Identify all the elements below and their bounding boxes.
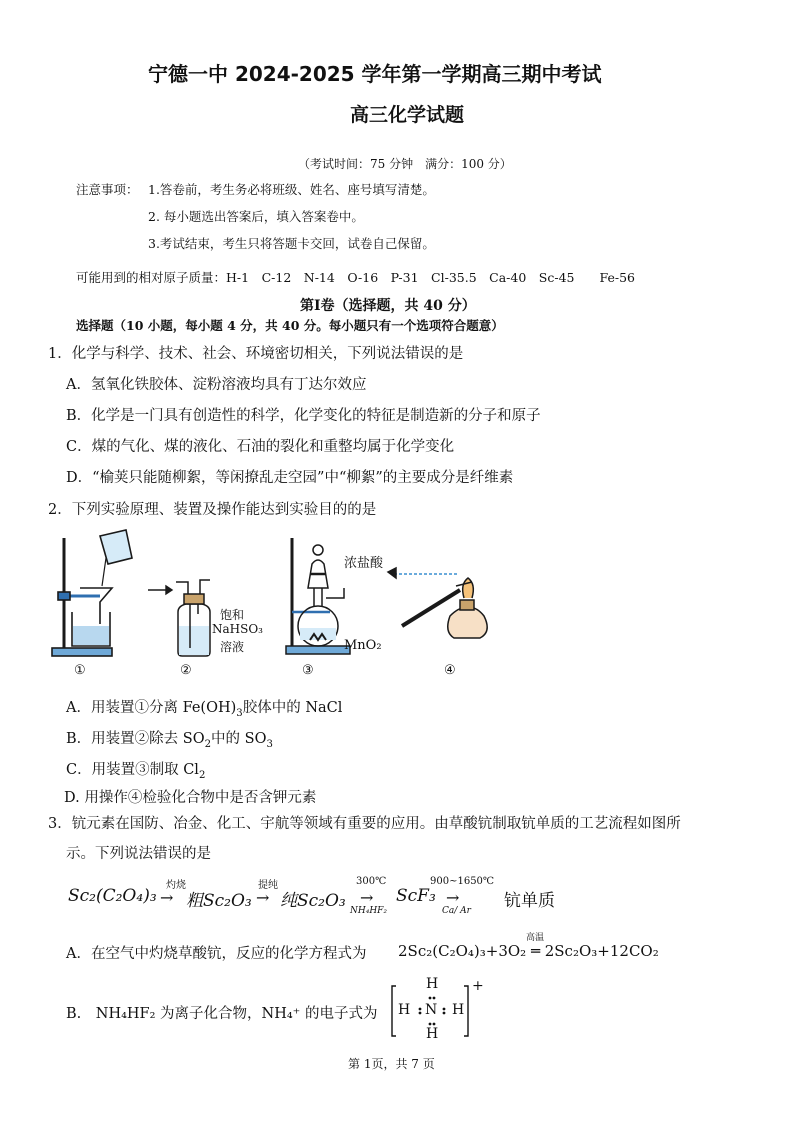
- flow-step-label: 提纯: [258, 880, 278, 891]
- lewis-hydrogen-left: H: [398, 1002, 411, 1018]
- label-apparatus-2: ②: [180, 663, 192, 678]
- section-description: 选择题（10 小题，每小题 4 分，共 40 分。每小题只有一个选项符合题意）: [76, 318, 504, 333]
- page-footer: 第 1页，共 7 页: [348, 1057, 435, 1071]
- q1-option-b: B．化学是一门具有创造性的科学，化学变化的特征是制造新的分子和原子: [66, 408, 541, 424]
- label-nahso3: NaHSO₃: [212, 622, 263, 636]
- exam-info: （考试时间：75 分钟 满分：100 分）: [298, 157, 512, 171]
- q2-apparatus-figure: [40, 528, 520, 680]
- section-title: 第Ⅰ卷（选择题，共 40 分）: [300, 298, 476, 314]
- chlorine-generator: [286, 538, 350, 654]
- notes-label: 注意事项：: [76, 182, 139, 197]
- label-mno2: MnO₂: [344, 638, 382, 653]
- flow-condition-top: 900~1650℃: [430, 876, 495, 887]
- lewis-hydrogen-right: H: [452, 1002, 465, 1018]
- flame-test-apparatus: [388, 568, 487, 638]
- flow-step-label: 灼烧: [166, 880, 186, 891]
- flow-condition-bottom: Ca/ Ar: [442, 906, 471, 916]
- reaction-equation: 2Sc₂(C₂O₄)₃+3O₂ ═ 2Sc₂O₃+12CO₂: [398, 942, 659, 960]
- q2-option-c: C．用装置③制取 $Cl_2$: [66, 762, 206, 781]
- q1-option-d: D．“榆荚只能随柳絮，等闲撩乱走空园”中“柳絮”的主要成分是纤维素: [66, 470, 514, 486]
- question-1-stem: 1．化学与科学、技术、社会、环境密切相关，下列说法错误的是: [48, 346, 464, 362]
- q3-option-b: B. NH₄HF₂ 为离子化合物，NH₄⁺ 的电子式为: [66, 1006, 378, 1022]
- gas-washing-bottle: [176, 580, 210, 656]
- atomic-masses: 可能用到的相对原子质量：H-1 C-12 N-14 O-16 P-31 Cl-35.5 Ca-40 Sc-45 Fe-56: [76, 270, 636, 285]
- q2-option-a: A．用装置①分离 $Fe(OH)_3$胶体中的 NaCl: [66, 700, 343, 719]
- filtration-apparatus: [52, 530, 132, 656]
- q3-option-a: A．在空气中灼烧草酸钪，反应的化学方程式为: [66, 946, 367, 962]
- flow-arrow: →: [360, 888, 374, 907]
- label-apparatus-1: ①: [74, 663, 86, 678]
- label-saturated: 饱和: [220, 608, 245, 622]
- flow-arrow: →: [446, 888, 460, 907]
- flow-end-product: 钪单质: [504, 891, 555, 911]
- label-apparatus-4: ④: [444, 663, 456, 678]
- flow-arrow: [148, 586, 172, 594]
- label-solution: 溶液: [220, 640, 245, 654]
- exam-subtitle: 高三化学试题: [350, 104, 465, 126]
- lewis-hydrogen-bottom: H: [426, 1026, 439, 1042]
- flow-start-compound: Sc₂(C₂O₄)₃: [68, 886, 157, 906]
- flow-condition-bottom: NH₄HF₂: [350, 906, 388, 916]
- note-item: 3.考试结束，考生只将答题卡交回，试卷自己保留。: [148, 236, 435, 251]
- flow-condition-top: 300℃: [356, 876, 387, 887]
- note-item: 2. 每小题选出答案后，填入答案卷中。: [148, 209, 364, 224]
- q2-option-b: B．用装置②除去 $SO_2$中的 $SO_3$: [66, 731, 273, 750]
- lewis-nitrogen: N: [425, 1002, 438, 1018]
- label-apparatus-3: ③: [302, 663, 314, 678]
- question-3-stem-line-2: 示。下列说法错误的是: [66, 846, 211, 862]
- q1-option-c: C．煤的气化、煤的液化、石油的裂化和重整均属于化学变化: [66, 439, 455, 455]
- reaction-condition: 高温: [526, 933, 545, 943]
- lewis-charge: +: [472, 978, 484, 994]
- flow-crude-product: 粗Sc₂O₃: [186, 891, 252, 911]
- q2-option-d: D. 用操作④检验化合物中是否含钾元素: [64, 790, 317, 806]
- flow-arrow: →: [160, 888, 174, 907]
- lewis-hydrogen-top: H: [426, 976, 439, 992]
- flow-pure-product: 纯Sc₂O₃: [280, 891, 346, 911]
- question-3-stem-line-1: 3．钪元素在国防、冶金、化工、宇航等领域有重要的应用。由草酸钪制取钪单质的工艺流程如图所: [48, 816, 681, 832]
- label-conc-hcl: 浓盐酸: [344, 556, 384, 571]
- flow-scf3: ScF₃: [396, 886, 436, 906]
- question-2-stem: 2．下列实验原理、装置及操作能达到实验目的的是: [48, 502, 377, 518]
- flow-arrow: →: [256, 888, 270, 907]
- exam-title: 宁德一中 2024-2025 学年第一学期高三期中考试: [148, 62, 602, 86]
- note-item: 1.答卷前，考生务必将班级、姓名、座号填写清楚。: [148, 182, 435, 197]
- q1-option-a: A．氢氧化铁胶体、淀粉溶液均具有丁达尔效应: [66, 377, 367, 393]
